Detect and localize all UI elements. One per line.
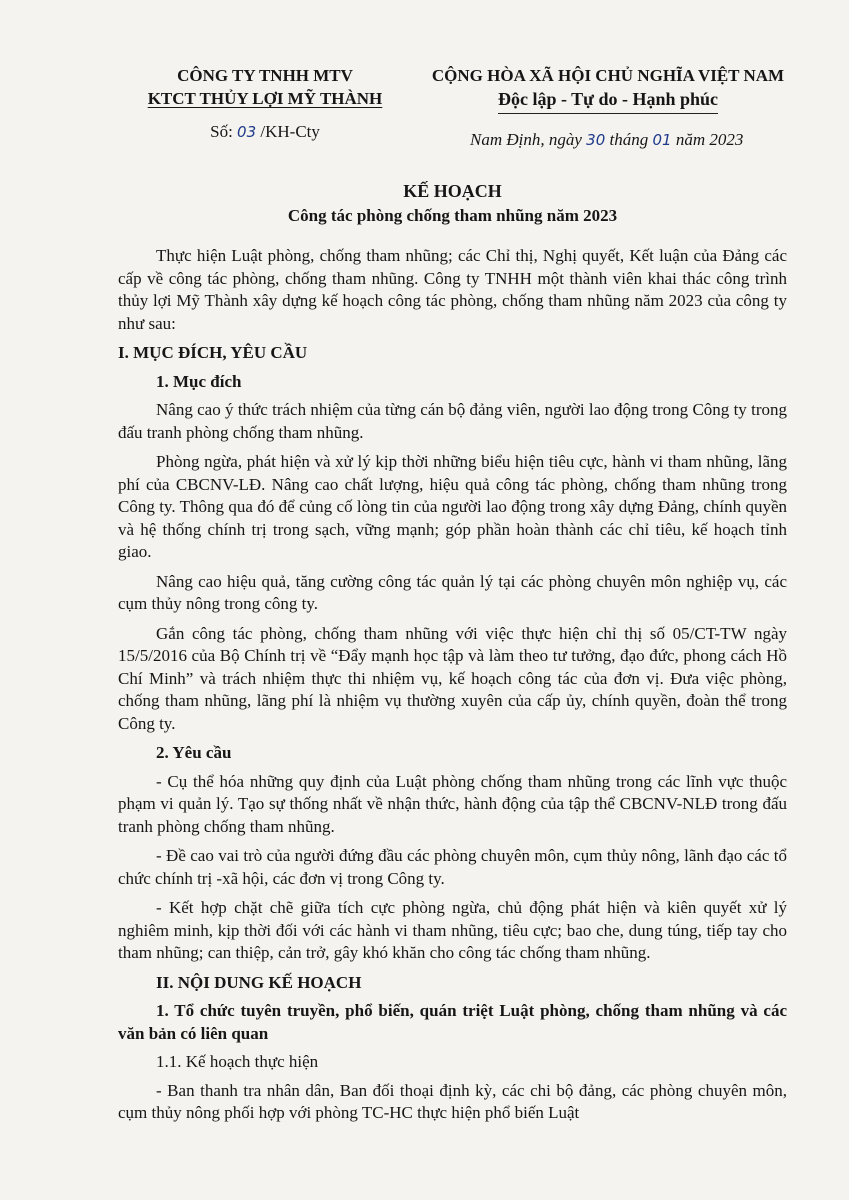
date-prefix: Nam Định, ngày	[470, 130, 582, 149]
document-number-handwritten: 03	[237, 123, 257, 141]
intro-paragraph: Thực hiện Luật phòng, chống tham nhũng; các Chỉ thị, Nghị quyết, Kết luận của Đảng các cấp về công tác phòng, chống tham nhũng. Công ty TNHH một thành viên khai thác công trình thủy lợi Mỹ Thành xây dựng kế hoạch công tác phòng, chống tham nhũng năm 2023 của công ty như sau:	[118, 246, 787, 333]
section-2-heading: II. NỘI DUNG KẾ HOẠCH	[156, 972, 362, 992]
national-motto: Độc lập - Tự do - Hạnh phúc	[498, 87, 718, 114]
section-1-1-heading: 1. Mục đích	[156, 371, 242, 391]
document-number-prefix: Số:	[210, 122, 233, 141]
plan-paragraph-1: - Ban thanh tra nhân dân, Ban đối thoại định kỳ, các chi bộ đảng, các phòng chuyên môn, cụm thủy nông phối hợp với phòng TC-HC thực hiện phổ biến Luật	[118, 1080, 787, 1122]
purpose-paragraph-3: Nâng cao hiệu quả, tăng cường công tác quản lý tại các phòng chuyên môn nghiệp vụ, các cụm thủy nông trong công ty.	[118, 571, 787, 613]
section-2-1-1-heading: 1.1. Kế hoạch thực hiện	[156, 1052, 319, 1071]
section-2-1-heading: 1. Tổ chức tuyên truyền, phổ biến, quán triệt Luật phòng, chống tham nhũng và các văn bản có liên quan	[118, 1001, 787, 1043]
requirement-paragraph-3: - Kết hợp chặt chẽ giữa tích cực phòng ngừa, chủ động phát hiện và kiên quyết xử lý nghiêm minh, kịp thời đối với các hành vi tham nhũng, tiêu cực; bao che, dung túng, tiếp tay cho tham nhũng; can thiệp, cản trở, gây khó khăn cho công tác chống tham nhũng.	[118, 898, 787, 962]
title-block	[118, 178, 787, 228]
date-suffix: năm 2023	[675, 130, 744, 149]
document-number-suffix: /KH-Cty	[260, 122, 320, 141]
date-day-handwritten: 30	[586, 131, 606, 149]
organization-name-line2: KTCT THỦY LỢI MỸ THÀNH	[147, 89, 383, 108]
document-body	[118, 245, 787, 1132]
requirement-paragraph-1: - Cụ thể hóa những quy định của Luật phòng chống tham nhũng trong các lĩnh vực thuộc phạm vi quản lý. Tạo sự thống nhất về nhận thức, hành động của tập thể CBCNV-NLĐ trong đấu tranh phòng chống tham nhũng.	[118, 771, 787, 836]
date-month-handwritten: 01	[652, 131, 672, 149]
purpose-paragraph-2: Phòng ngừa, phát hiện và xử lý kịp thời những biểu hiện tiêu cực, hành vi tham nhũng, lãng phí của CBCNV-LĐ. Nâng cao chất lượng, hiệu quả công tác phòng, chống tham nhũng trong Công ty. Thông qua đó để củng cố lòng tin của người lao động trong xây dựng Đảng, chính quyền và hệ thống chính trị trong sạch, vững mạnh; góp phần hoàn thành các chỉ tiêu, kế hoạch tỉnh giao.	[118, 452, 787, 561]
document-date	[470, 130, 743, 150]
purpose-paragraph-4: Gắn công tác phòng, chống tham nhũng với việc thực hiện chỉ thị số 05/CT-TW ngày 15/5/2016 của Bộ Chính trị về “Đẩy mạnh học tập và làm theo tư tưởng, đạo đức, phong cách Hồ Chí Minh” và trách nhiệm thực thi nhiệm vụ, kế hoạch công tác của đơn vị. Đưa việc phòng, chống tham nhũng, lãng phí là nhiệm vụ thường xuyên của cấp ủy, chính quyền, đoàn thể trong Công ty.	[118, 623, 787, 733]
purpose-paragraph-1: Nâng cao ý thức trách nhiệm của từng cán bộ đảng viên, người lao động trong Công ty trong đấu tranh phòng chống tham nhũng.	[118, 400, 787, 442]
section-1-heading: I. MỤC ĐÍCH, YÊU CẦU	[118, 343, 308, 362]
organization-block	[130, 64, 400, 142]
document-subtitle: Công tác phòng chống tham nhũng năm 2023	[287, 206, 618, 225]
document-title: KẾ HOẠCH	[403, 181, 502, 201]
organization-name-line1: CÔNG TY TNHH MTV	[177, 66, 353, 85]
document-number	[130, 122, 400, 142]
date-month-label: tháng	[609, 130, 649, 149]
requirement-paragraph-2: - Đề cao vai trò của người đứng đầu các phòng chuyên môn, cụm thủy nông, lãnh đạo các tổ chức chính trị -xã hội, các đơn vị trong Công ty.	[118, 846, 787, 888]
national-motto-block	[418, 64, 798, 114]
nation-name: CỘNG HÒA XÃ HỘI CHỦ NGHĨA VIỆT NAM	[431, 66, 785, 85]
section-1-2-heading: 2. Yêu cầu	[156, 743, 232, 762]
